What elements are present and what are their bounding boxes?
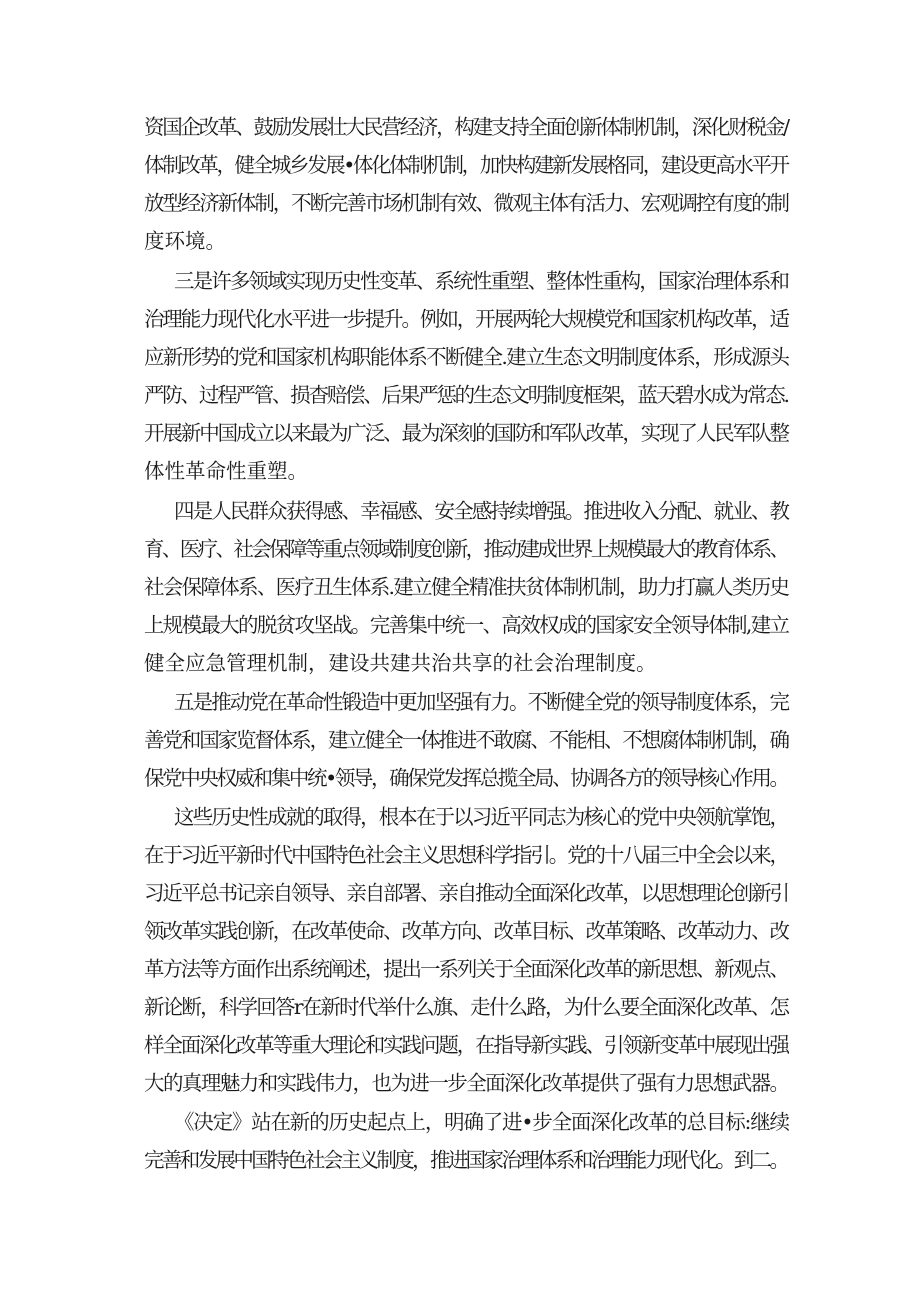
text-line: 应新形势的党和国家机构职能体系不断健全.建立生态文明制度体系，形成源头 [144, 345, 789, 369]
text-line: 新论断，科学回答r在新时代举什么旗、走什么路，为什么要全面深化改革、怎 [144, 995, 789, 1019]
text-line: 三是许多领域实现历史性变革、系统性重塑、整体性重构，国家治理体系和 [174, 269, 789, 293]
text-line: 革方法等方面作出系统阐述，提出一系列关于全面深化改革的新思想、新观点、 [144, 957, 788, 981]
text-line: 善党和国家览督体系，建立健全一体推进不敢腐、不能相、不想腐体制机制，确 [144, 728, 788, 752]
text-line: 治理能力现代化水平进一步提升。例如，开展两轮大规模党和国家机构改革，适 [144, 307, 788, 331]
text-line: 四是人民群众获得感、幸福感、安全感持续增强。推进收入分配、就业、教 [174, 499, 789, 523]
text-line: 资国企改革、鼓励发展壮大民营经济，构建支持全面创新体制机制，深化财税金/ [144, 115, 788, 139]
text-line: 健全应急管理机制，建设共建共治共享的社会治理制度。 [144, 651, 657, 675]
text-line: 体性革命性重塑。 [144, 459, 308, 483]
text-line: 体制改革，健全城乡发展•体化体制机制，加快构建新发展格同，建设更高水平开 [144, 153, 788, 177]
text-line: 在于习近平新时代中国特色社会主义思想科学指引。党的十八届三中全会以来， [144, 843, 788, 867]
text-line: 度环境。 [144, 229, 226, 253]
text-line: 五是推动党在革命性锻造中更加坚强有力。不断健全党的领导制度体系，完 [174, 690, 789, 714]
text-line: 开展新中国成立以来最为广泛、最为深刻的国防和军队改革，实现了人民军队整 [144, 421, 788, 445]
text-line: 上规模最大的脱贫攻坚战。完善集中统一、高效权成的国家安全领导体制,建立 [144, 613, 789, 637]
text-line: 完善和发展中国特色社会主义制度，推进国家治理体系和治理能力现代化。到二。 [144, 1148, 788, 1172]
text-line: 大的真理魅力和实践伟力，也为进一步全面深化改革提供了强有力思想武器。 [144, 1071, 789, 1095]
text-line: 《决定》站在新的历史起点上，明确了进•步全面深化改革的总目标:继续 [174, 1110, 789, 1134]
text-line: 领改革实践创新，在改革使命、改革方向、改革目标、改革策略、改革动力、改 [144, 919, 788, 943]
text-line: 样全面深化改革等重大理论和实践问题，在指导新实践、引领新变革中展现出强 [144, 1033, 788, 1057]
text-line: 严防、过程严管、损杳赔偿、后果严惩的生态文明制度框架，蓝天碧水成为常态. [144, 383, 788, 407]
text-line: 习近平总书记亲自领导、亲自部署、亲自推动全面深化改革，以思想理论创新引 [144, 881, 788, 905]
text-line: 育、医疗、社会保障等重点领域制度创新，推动建成世界上规模最大的教育体系、 [144, 537, 788, 561]
text-line: 这些历史性成就的取得，根本在于以习近平同志为核心的党中央领航掌饱， [174, 805, 789, 829]
text-line: 保党中央权威和集中统•领导，确保党发挥总揽全局、协调各方的领导核心作用。 [144, 766, 788, 790]
text-line: 放型经济新体制，不断完善市场机制有效、微观主体有活力、宏观调控有度的制 [144, 191, 788, 215]
text-line: 社会保障体系、医疗丑生体系.建立健全精准扶贫体制机制，助力打赢人类历史 [144, 575, 789, 599]
